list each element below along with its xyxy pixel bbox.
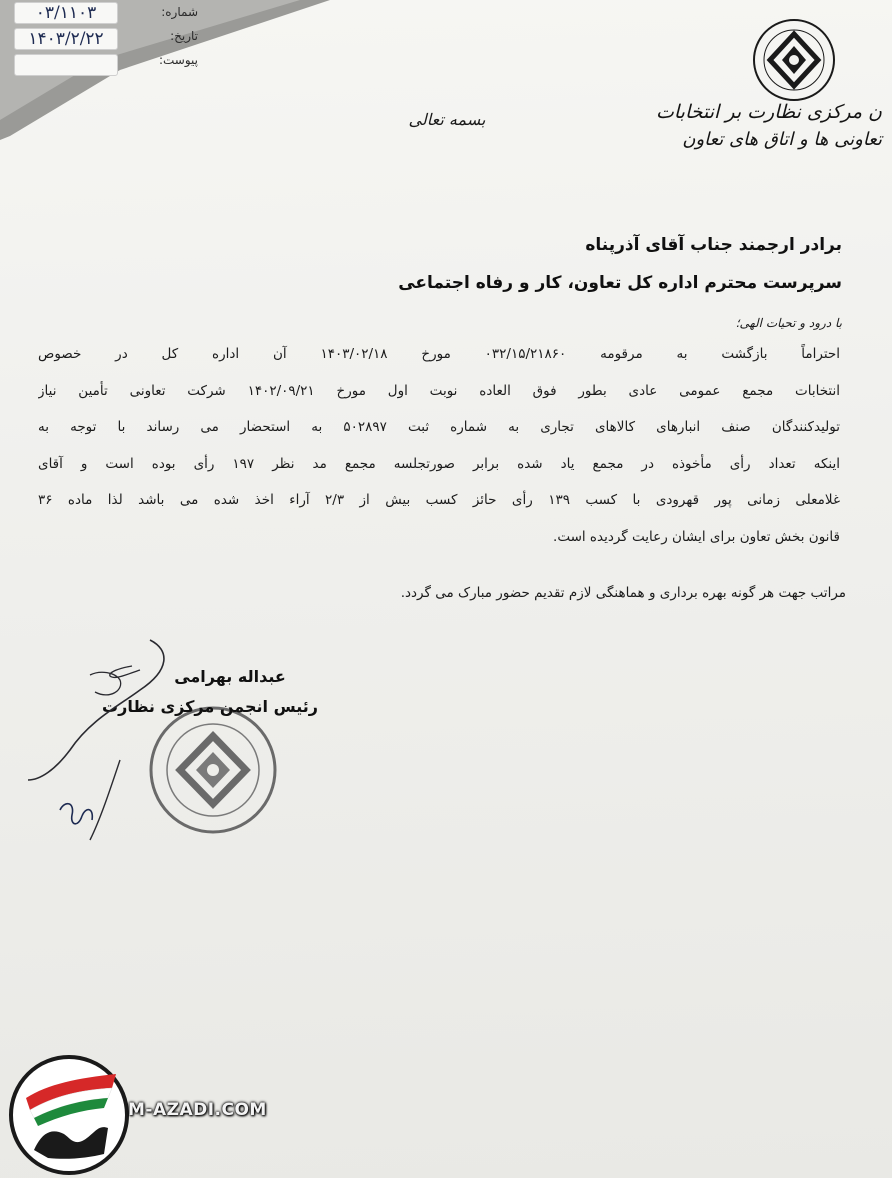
letter-number-field: ۰۳/۱۱۰۳ [14,2,118,24]
org-name-line2: تعاونی ها و اتاق های تعاون [682,129,882,150]
attachment-label: پیوست: [158,53,198,67]
addressee-title: سرپرست محترم اداره کل تعاون، کار و رفاه اجتماعی [398,273,842,293]
m-azadi-logo-icon [8,1054,130,1176]
body-line: انتخابات مجمع عمومی عادی بطور فوق العاده نوبت اول مورخ ۱۴۰۲/۰۹/۲۱ شرکت تعاونی تأمین نیاز [38,382,840,399]
organization-emblem-icon [752,18,836,102]
letter-meta-labels [118,0,198,72]
letter-attachment-field [14,54,118,76]
letter-meta-fields [14,2,118,80]
number-label: شماره: [161,5,198,19]
org-name-line1: ن مرکزی نظارت بر انتخابات [656,101,882,123]
bismillah-heading: بسمه تعالی [408,110,486,129]
body-line: قانون بخش تعاون برای ایشان رعایت گردیده است. [553,528,840,545]
signatory-title: رئیس انجمن مرکزی نظارت [102,697,318,716]
letter-body [38,336,840,556]
date-label: تاریخ: [170,29,198,43]
handwritten-signature-icon [20,630,220,860]
body-line: تولیدکنندگان صنف انبارهای کالاهای تجاری به شماره ثبت ۵۰۲۸۹۷ به استحضار می رساند با توجه به [38,419,840,436]
letter-date-field: ۱۴۰۳/۲/۲۲ [14,28,118,50]
closing-line: مراتب جهت هر گونه بهره برداری و هماهنگی لازم تقدیم حضور مبارک می گردد. [400,585,846,601]
signatory-name: عبداله بهرامی [174,667,286,686]
body-line: غلامعلی زمانی پور قهرودی با کسب ۱۳۹ رأی حائز کسب بیش از ۲/۳ آراء اخذ شده می باشد لذا ماده ۳۶ [38,492,840,509]
addressee-block [142,226,842,302]
body-line: احتراماً بازگشت به مرقومه ۰۳۲/۱۵/۲۱۸۶۰ مورخ ۱۴۰۳/۰۲/۱۸ آن اداره کل در خصوص [38,346,840,362]
addressee-name: برادر ارجمند جناب آقای آذرپناه [585,235,842,255]
organization-name [652,98,882,154]
watermark-site-text: M-AZADI.COM [128,1100,267,1120]
body-line: اینکه تعداد رأی مأخوذه در مجمع یاد شده برابر صورتجلسه مجمع مد نظر ۱۹۷ رأی بوده است و آقای [38,455,840,472]
salutation: با درود و تحیات الهی؛ [735,316,842,330]
